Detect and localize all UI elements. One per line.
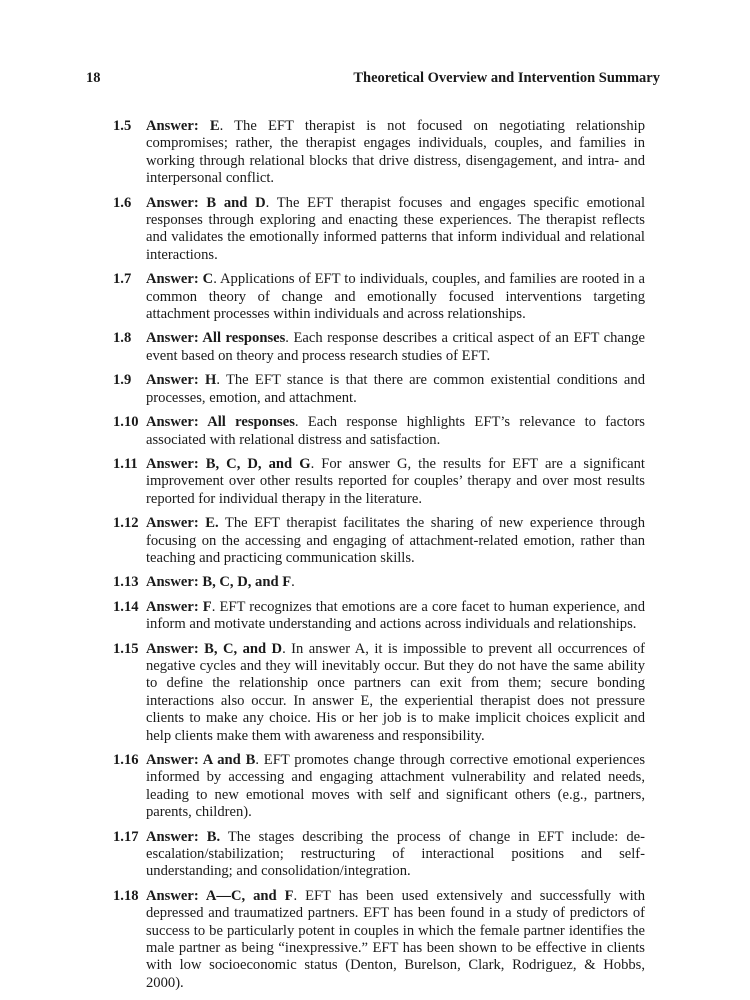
answer-number: 1.6 — [113, 194, 132, 211]
answer-text: . In answer A, it is impossible to prevent all occurrences of negative cycles and they will inevitably occur. But they do not have the same ability to define the relationship once partners can exit from them; secure bonding interactions also occur. In answer E, the experiential therapist does not pressure clients to make any choice. His or her job is to make implicit choices explicit and help clients make them with awareness and responsibility. — [146, 640, 645, 744]
answer-head: Answer: B and D — [146, 194, 266, 211]
page-header — [86, 70, 660, 87]
answer-head: Answer: B, C, D, and F — [146, 574, 292, 591]
answer-number: 1.5 — [113, 118, 132, 134]
answer-body — [146, 372, 645, 407]
answer-head: Answer: A—C, and F — [146, 887, 294, 904]
page-number: 18 — [86, 70, 101, 86]
answer-item — [113, 195, 645, 265]
answer-text: The stages describing the process of change in EFT include: de-escalation/stabilization; restructuring of interactional positions and self-understanding; and consolidation/integration. — [146, 828, 645, 880]
answer-number: 1.18 — [113, 887, 139, 904]
answer-body — [146, 195, 645, 265]
answer-head: Answer: B, C, D, and G — [146, 455, 311, 472]
answer-head: Answer: F — [146, 598, 212, 615]
answer-body — [146, 574, 645, 591]
answer-item — [113, 574, 645, 591]
answer-body — [146, 829, 645, 881]
answer-number: 1.17 — [113, 828, 139, 845]
answer-text: . Applications of EFT to individuals, couples, and families are rooted in a common theory of change and emotionally focused interventions targeting attachment processes within individuals and across relationships. — [146, 271, 645, 323]
answer-number: 1.9 — [113, 372, 132, 389]
answer-number: 1.7 — [113, 271, 132, 288]
answer-head: Answer: A and B — [146, 752, 256, 768]
answer-text: . The EFT therapist focuses and engages specific emotional responses through exploring and enacting these experiences. The therapist reflects and validates the emotionally informed patterns that inform individual and relational interactions. — [146, 194, 645, 263]
answer-number: 1.10 — [113, 414, 139, 431]
answer-text: . Each response describes a critical aspect of an EFT change event based on theory and process research studies of EFT. — [146, 330, 645, 364]
answer-item — [113, 888, 645, 992]
answer-body — [146, 118, 645, 188]
running-title: Theoretical Overview and Intervention Summary — [353, 70, 660, 86]
answer-number: 1.8 — [113, 330, 132, 347]
answer-body — [146, 641, 645, 745]
answer-body — [146, 456, 645, 508]
answer-item — [113, 599, 645, 634]
answer-item — [113, 641, 645, 745]
answer-item — [113, 372, 645, 407]
answer-head: Answer: All responses — [146, 414, 295, 431]
answer-body — [146, 271, 645, 323]
answer-number: 1.14 — [113, 598, 139, 615]
answer-text: . EFT has been used extensively and successfully with depressed and traumatized partners. EFT has been found in a study of predictors of success to be particularly potent in couples in which the female partner identifies the male partner as being “inexpressive.” EFT has been shown to be effective in clients with low socioeconomic status (Denton, Burelson, Clark, Rodriguez, & Hobbs, 2000). — [146, 887, 645, 991]
answer-number: 1.16 — [113, 752, 139, 768]
answer-head: Answer: All responses — [146, 330, 286, 347]
answer-text: . — [291, 574, 295, 591]
answer-item — [113, 271, 645, 323]
answer-text: . The EFT stance is that there are common existential conditions and processes, emotion, and attachment. — [146, 372, 645, 406]
answer-body — [146, 330, 645, 365]
answer-list — [113, 118, 645, 999]
answer-item — [113, 829, 645, 881]
answer-number: 1.12 — [113, 515, 139, 532]
answer-number: 1.15 — [113, 640, 139, 657]
answer-item — [113, 752, 645, 822]
answer-text: . The EFT therapist is not focused on negotiating relationship compromises; rather, the therapist engages individuals, couples, and families in working through relational blocks that drive distress, disengagement, and intra- and interpersonal conflict. — [146, 118, 645, 187]
answer-head: Answer: H — [146, 372, 217, 389]
answer-body — [146, 414, 645, 449]
answer-head: Answer: B, C, and D — [146, 640, 283, 657]
answer-head: Answer: C — [146, 271, 214, 288]
answer-item — [113, 515, 645, 567]
answer-body — [146, 599, 645, 634]
answer-head: Answer: E. — [146, 515, 219, 532]
answer-text: . Each response highlights EFT’s relevance to factors associated with relational distress and satisfaction. — [146, 414, 645, 448]
answer-item — [113, 456, 645, 508]
answer-text: The EFT therapist facilitates the sharing of new experience through focusing on the accessing and engaging of attachment-related emotion, rather than teaching and practicing communication skills. — [146, 515, 645, 566]
answer-item — [113, 118, 645, 188]
answer-number: 1.11 — [113, 455, 138, 472]
answer-head: Answer: E — [146, 118, 220, 134]
answer-head: Answer: B. — [146, 828, 221, 845]
answer-body — [146, 888, 645, 992]
answer-body — [146, 515, 645, 567]
answer-text: . EFT recognizes that emotions are a core facet to human experience, and inform and motivate understanding and actions across individuals and relationships. — [146, 598, 645, 633]
answer-text: . For answer G, the results for EFT are a significant improvement over other results reported for couples’ therapy and over most results reported for individual therapy in the literature. — [146, 455, 645, 507]
answer-number: 1.13 — [113, 574, 139, 591]
answer-body — [146, 752, 645, 822]
answer-item — [113, 414, 645, 449]
answer-item — [113, 330, 645, 365]
answer-text: . EFT promotes change through corrective emotional experiences informed by accessing and engaging attachment vulnerability and related needs, leading to new emotional moves with self and significant others (e.g., partners, parents, children). — [146, 752, 646, 821]
